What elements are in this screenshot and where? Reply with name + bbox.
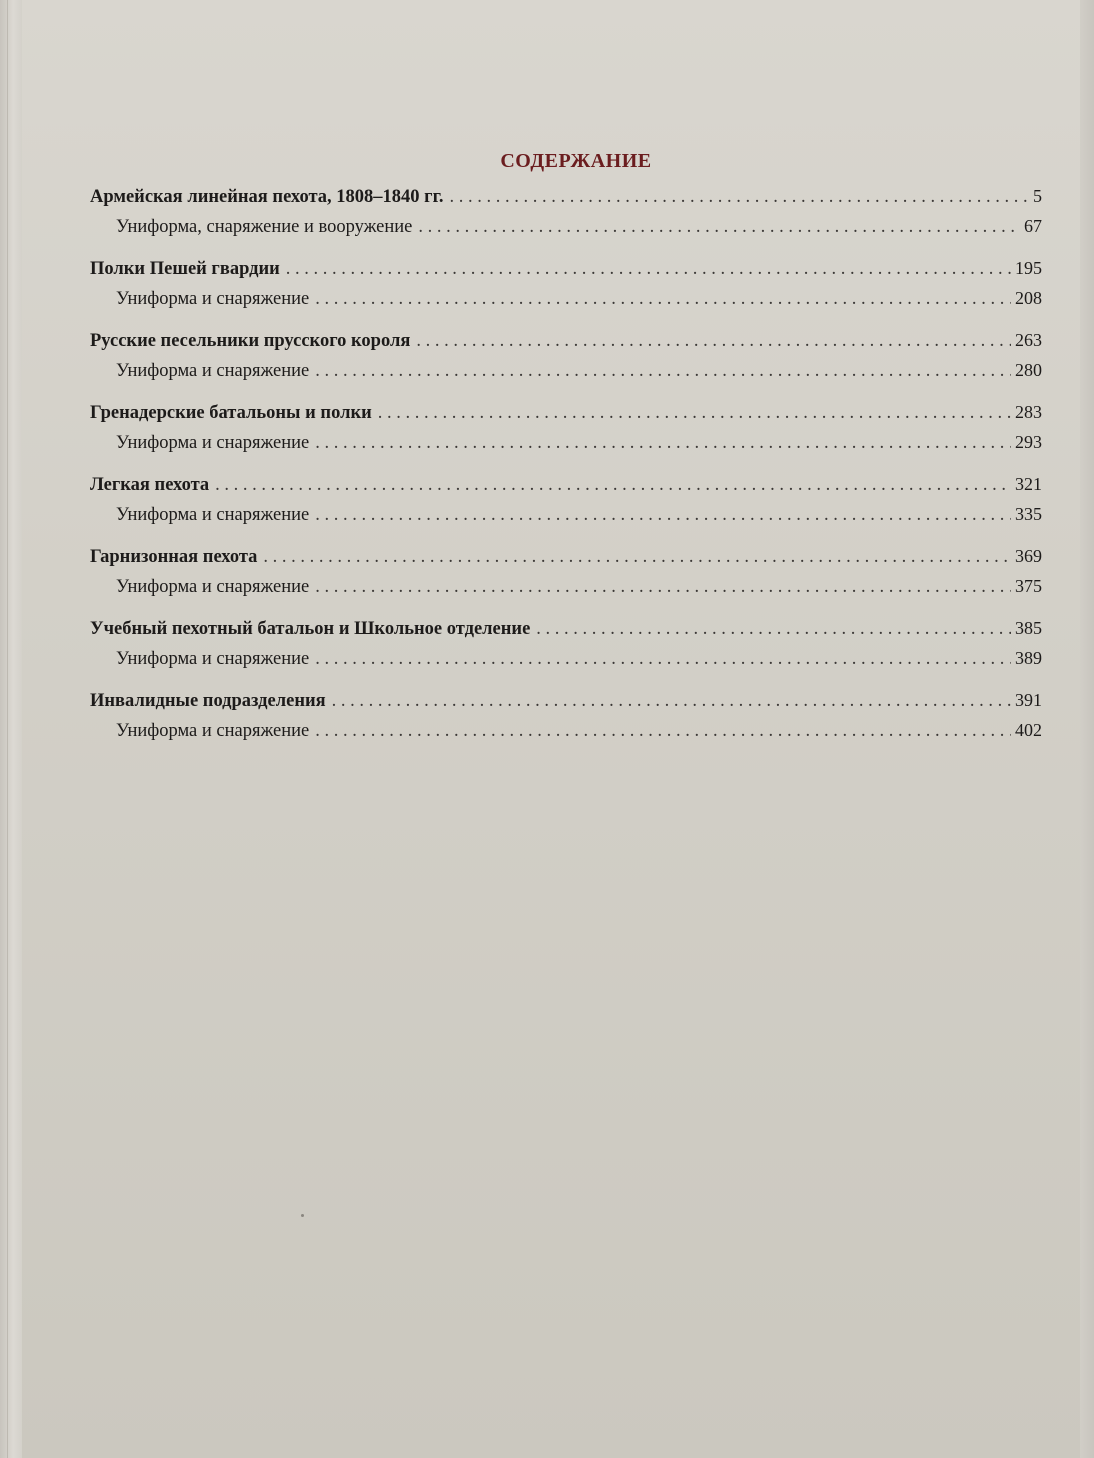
toc-entry-sub[interactable] [86, 571, 1042, 601]
toc-section [86, 325, 1042, 385]
toc-section [86, 181, 1042, 241]
page-right-edge [1080, 0, 1094, 1458]
toc-entry-title: Полки Пешей гвардии [90, 259, 280, 279]
toc-page-number: 208 [1015, 288, 1042, 308]
dot-leader [315, 356, 1011, 386]
toc-entry-title: Униформа и снаряжение [116, 289, 310, 309]
toc-entry-sub[interactable] [86, 211, 1042, 241]
toc-entry-main[interactable] [86, 253, 1042, 283]
toc-section [86, 685, 1042, 745]
toc-entry-sub[interactable] [86, 715, 1042, 745]
toc-page-number: 263 [1015, 330, 1042, 350]
toc-section [86, 253, 1042, 313]
toc-section [86, 613, 1042, 673]
toc-entry-title: Учебный пехотный батальон и Школьное отделение [90, 619, 531, 639]
toc-section [86, 541, 1042, 601]
dot-leader [315, 284, 1011, 314]
toc-page-number: 5 [1033, 186, 1042, 206]
toc-entry-title: Гарнизонная пехота [90, 547, 258, 567]
toc-entry-title: Униформа и снаряжение [116, 649, 310, 669]
toc-page-number: 283 [1015, 402, 1042, 422]
dot-leader [418, 212, 1020, 242]
toc-entry-title: Легкая пехота [90, 475, 210, 495]
dot-leader [315, 716, 1011, 746]
toc-entry-title: Униформа и снаряжение [116, 721, 310, 741]
toc-entry-main[interactable] [86, 541, 1042, 571]
toc-page-number: 293 [1015, 432, 1042, 452]
dot-leader [315, 428, 1011, 458]
toc-entry-title: Инвалидные подразделения [90, 691, 326, 711]
toc-title: СОДЕРЖАНИЕ [500, 150, 652, 172]
toc-page-number: 389 [1015, 648, 1042, 668]
toc-page-number: 385 [1015, 618, 1042, 638]
toc-page-number: 280 [1015, 360, 1042, 380]
toc-entry-title: Гренадерские батальоны и полки [90, 403, 372, 423]
toc-section [86, 469, 1042, 529]
dot-leader [332, 686, 1011, 716]
toc-page-number: 375 [1015, 576, 1042, 596]
toc-entry-main[interactable] [86, 397, 1042, 427]
toc-page-number: 369 [1015, 546, 1042, 566]
toc-entry-main[interactable] [86, 685, 1042, 715]
dot-leader [315, 500, 1011, 530]
dot-leader [450, 182, 1029, 212]
toc-entry-title: Униформа и снаряжение [116, 361, 310, 381]
toc-page-number: 67 [1024, 216, 1042, 236]
toc-page-number: 335 [1015, 504, 1042, 524]
dot-leader [315, 644, 1011, 674]
toc-page-number: 402 [1015, 720, 1042, 740]
table-of-contents [86, 150, 1042, 757]
dot-leader [263, 542, 1011, 572]
book-spine-edge [0, 0, 22, 1458]
paper-speck [301, 1214, 304, 1217]
toc-entry-sub[interactable] [86, 499, 1042, 529]
dot-leader [378, 398, 1011, 428]
toc-entry-sub[interactable] [86, 427, 1042, 457]
toc-entry-main[interactable] [86, 325, 1042, 355]
toc-entry-main[interactable] [86, 469, 1042, 499]
toc-entry-sub[interactable] [86, 355, 1042, 385]
dot-leader [215, 470, 1011, 500]
toc-page-number: 321 [1015, 474, 1042, 494]
toc-page-number: 195 [1015, 258, 1042, 278]
toc-entry-title: Русские песельники прусского короля [90, 331, 411, 351]
toc-section [86, 397, 1042, 457]
toc-entry-title: Униформа и снаряжение [116, 433, 310, 453]
dot-leader [286, 254, 1011, 284]
dot-leader [416, 326, 1011, 356]
dot-leader [315, 572, 1011, 602]
toc-entry-title: Униформа, снаряжение и вооружение [116, 217, 413, 237]
toc-page-number: 391 [1015, 690, 1042, 710]
toc-entry-sub[interactable] [86, 643, 1042, 673]
toc-entry-title: Армейская линейная пехота, 1808–1840 гг. [90, 187, 444, 207]
toc-entry-sub[interactable] [86, 283, 1042, 313]
toc-entry-main[interactable] [86, 613, 1042, 643]
toc-entry-title: Униформа и снаряжение [116, 577, 310, 597]
toc-entry-title: Униформа и снаряжение [116, 505, 310, 525]
toc-entry-main[interactable] [86, 181, 1042, 211]
dot-leader [536, 614, 1011, 644]
